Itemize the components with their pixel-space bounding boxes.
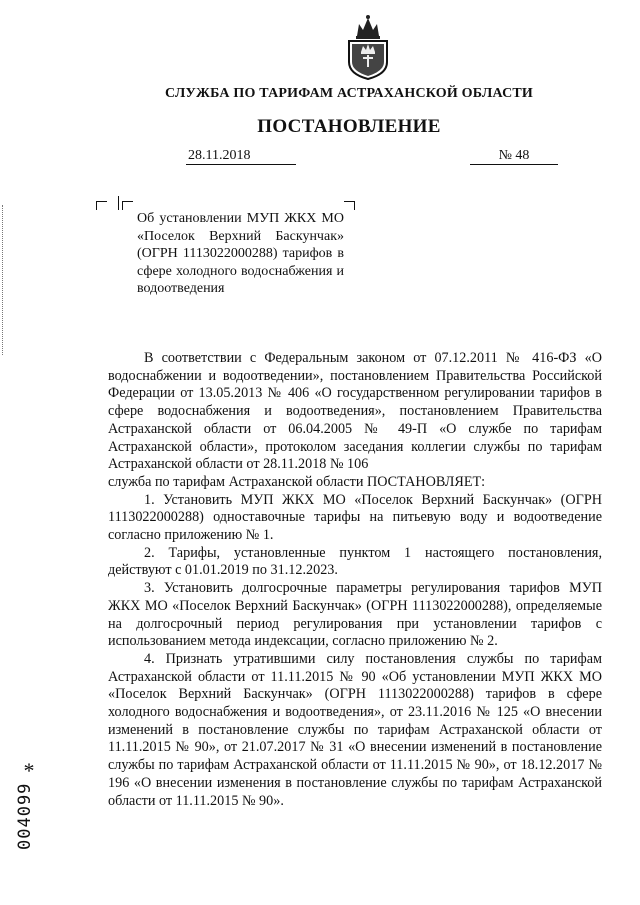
coat-of-arms-icon	[343, 14, 393, 80]
preamble: В соответствии с Федеральным законом от 07.12.2011 № 416-ФЗ «О водоснабжении и водоотведении», постановлением Правительства Российской Федерации от 13.05.2013 № 406 «О государственном регулировании тарифов в сфере водоснабжения и водоотведения», постановлением Правительства Астраханской области от 06.04.2005 № 49-П «О службе по тарифам Астраханской области», протоколом заседания коллегии службы по тарифам Астраханской области от 28.11.2018 № 106	[108, 350, 602, 473]
resolution-statement: служба по тарифам Астраханской области ПОСТАНОВЛЯЕТ:	[108, 473, 486, 490]
document-subject: Об установлении МУП ЖКХ МО «Поселок Верхний Баскунчак» (ОГРН 1113022000288) тарифов в сфере холодного водоснабжения и водоотведения	[137, 211, 344, 296]
list-item: 4. Признать утратившими силу постановления службы по тарифам Астраханской области от 11.11.2015 № 90 «Об установлении МУП ЖКХ МО «Поселок Верхний Баскунчак» (ОГРН 1113022000288) тарифов в сфере холодного водоснабжения и водоотведения», от 23.11.2016 № 125 «О внесении изменений в постановление службы по тарифам Астраханской области от 11.11.2015 № 90», от 21.07.2017 № 31 «О внесении изменений в постановление службы по тарифам Астраханской области от 11.11.2015 № 90», от 18.12.2017 № 196 «О внесении изменения в постановление службы по тарифам Астраханской области от 11.11.2015 № 90».	[108, 650, 602, 809]
registration-stamp	[0, 760, 50, 850]
document-body	[108, 350, 602, 810]
scan-edge-marks	[2, 205, 13, 355]
list-item: 2. Тарифы, установленные пунктом 1 настоящего постановления, действуют с 01.01.2019 по 31.12.2023.	[108, 544, 602, 579]
subject-bracket	[122, 201, 133, 210]
list-item: 3. Установить долгосрочные параметры регулирования тарифов МУП ЖКХ МО «Поселок Верхний Баскунчак» (ОГРН 1113022000288), определяемые на долгосрочный период регулирования при установлении тарифов с использованием метода индексации, согласно приложению № 2.	[108, 580, 602, 650]
document-number: № 48	[470, 147, 558, 165]
stamp-star: *	[23, 758, 35, 783]
subject-bracket	[96, 201, 107, 210]
subject-bracket	[344, 201, 355, 210]
list-item: 1. Установить МУП ЖКХ МО «Поселок Верхний Баскунчак» (ОГРН 1113022000288) одноставочные тарифы на питьевую воду и водоотведение согласно приложению № 1.	[108, 491, 602, 544]
document-date: 28.11.2018	[186, 147, 296, 165]
stamp-number: 004099	[15, 782, 35, 850]
document-type: ПОСТАНОВЛЕНИЕ	[257, 116, 441, 137]
organization-name: СЛУЖБА ПО ТАРИФАМ АСТРАХАНСКОЙ ОБЛАСТИ	[164, 86, 534, 101]
